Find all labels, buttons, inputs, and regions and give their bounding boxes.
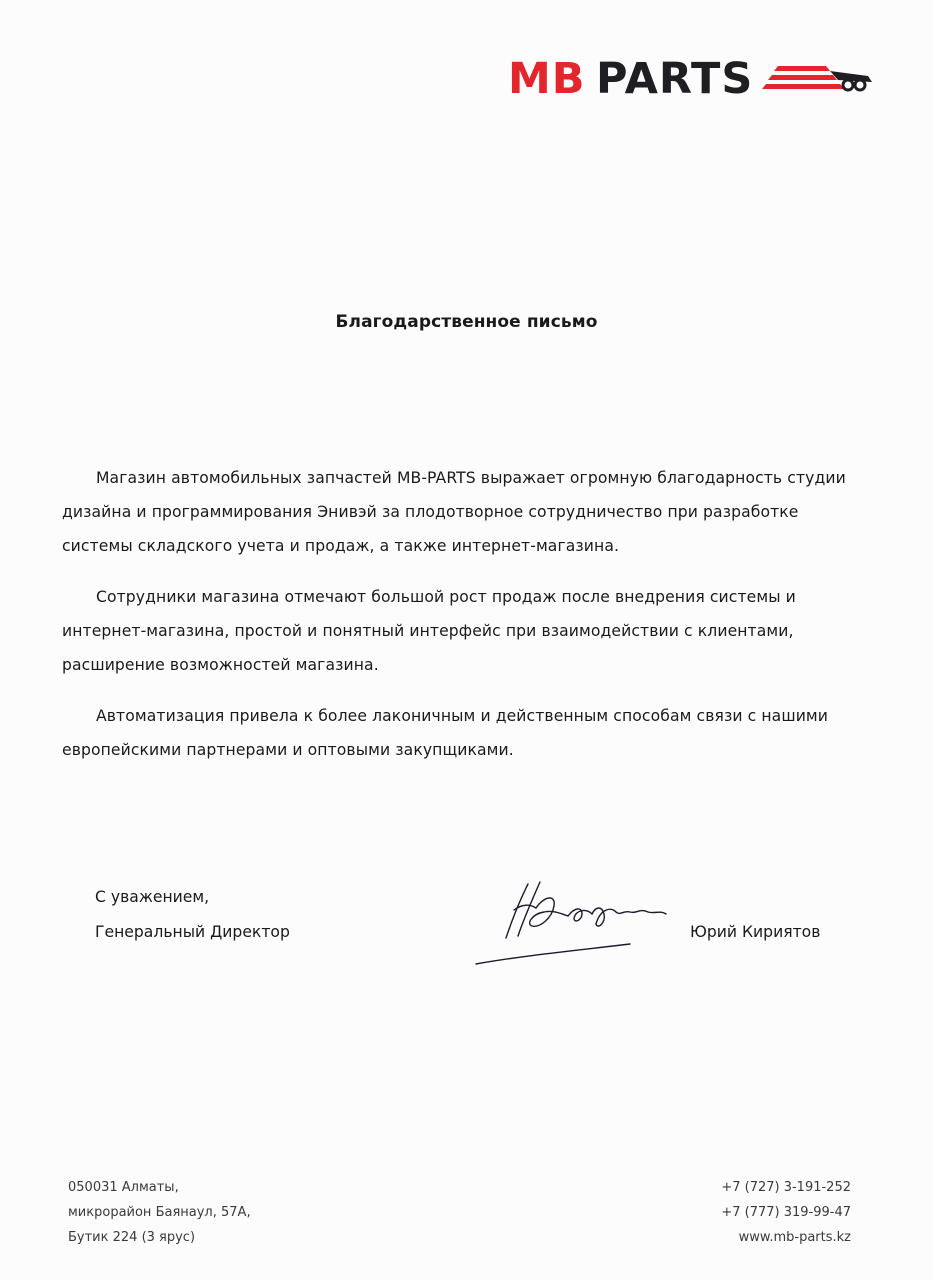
footer-address bbox=[68, 1175, 251, 1250]
logo-graphic bbox=[508, 52, 878, 102]
address-line-3: Бутик 224 (3 ярус) bbox=[68, 1230, 196, 1245]
logo-parts-text: PARTS bbox=[596, 54, 754, 102]
phone-1: +7 (727) 3-191-252 bbox=[721, 1180, 851, 1195]
signer-name: Юрий Кириятов bbox=[690, 923, 821, 941]
closing-block bbox=[95, 880, 290, 950]
letter-body bbox=[62, 461, 862, 784]
closing-text: С уважением, bbox=[95, 888, 210, 906]
letter-title: Благодарственное письмо bbox=[335, 312, 598, 332]
phone-2: +7 (777) 319-99-47 bbox=[721, 1205, 851, 1220]
address-line-2: микрорайон Баянаул, 57А, bbox=[68, 1205, 251, 1220]
handwritten-signature bbox=[470, 870, 680, 970]
logo-speed-stripes-icon bbox=[762, 66, 872, 90]
signer-position: Генеральный Директор bbox=[95, 923, 290, 941]
address-line-1: 050031 Алматы, bbox=[68, 1180, 179, 1195]
paragraph-2: Сотрудники магазина отмечают большой рост продаж после внедрения системы и интернет-магазина, простой и понятный интерфейс при взаимодействии с клиентами, расширение возможностей магазина. bbox=[62, 588, 796, 674]
company-logo bbox=[508, 52, 878, 102]
website-link[interactable]: www.mb-parts.kz bbox=[738, 1230, 851, 1245]
paragraph-1: Магазин автомобильных запчастей MB-PARTS выражает огромную благодарность студии дизайна и программирования Энивэй за плодотворное сотрудничество при разработке системы складского учета и продаж, а также интернет-магазина. bbox=[62, 469, 846, 555]
paragraph-3: Автоматизация привела к более лаконичным и действенным способам связи с нашими европейскими партнерами и оптовыми закупщиками. bbox=[62, 707, 829, 759]
logo-mb-text: MB bbox=[508, 54, 586, 102]
footer-contacts bbox=[721, 1175, 851, 1250]
